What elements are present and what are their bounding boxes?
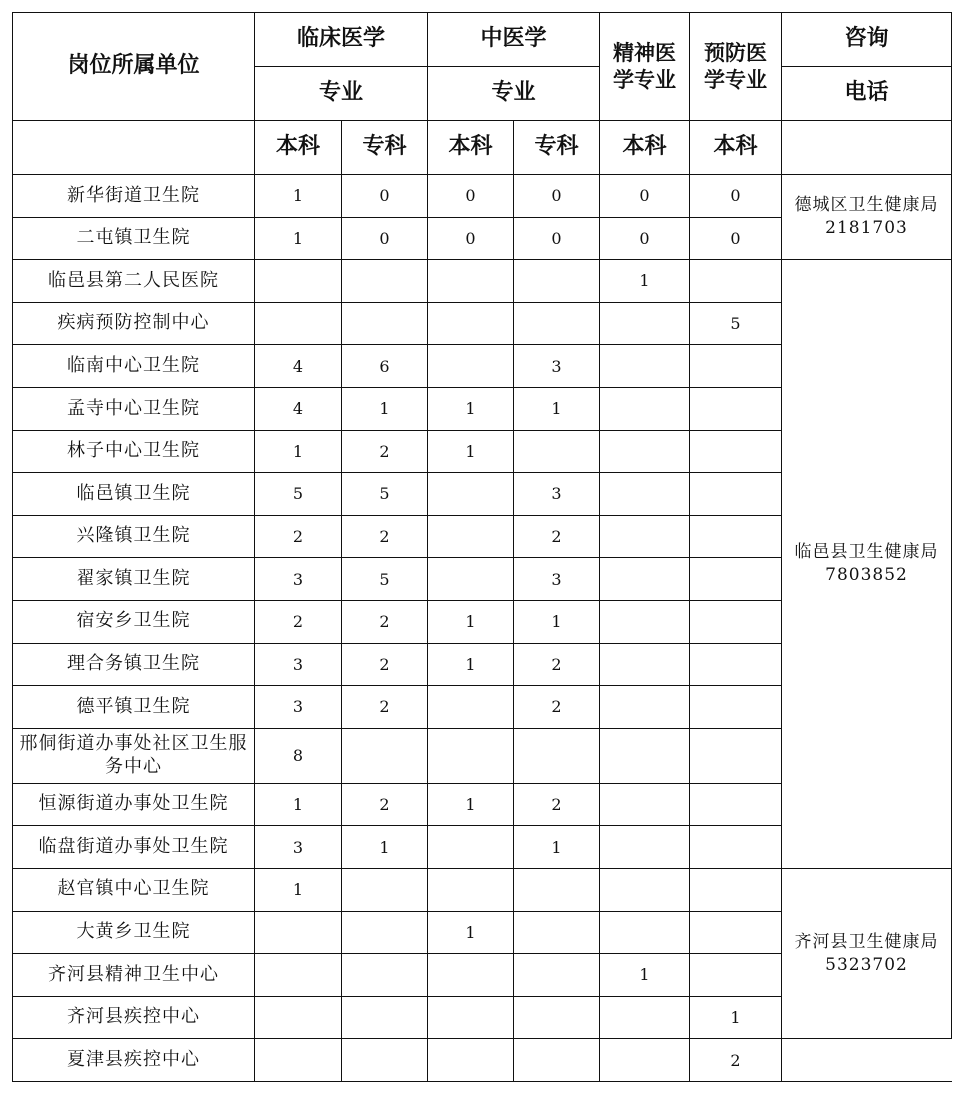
contact-phone: 2181703 [825, 218, 908, 239]
count-cell-c-a [342, 911, 428, 954]
count-cell-c-a [342, 260, 428, 303]
header-clinical-line1: 临床医学 [255, 13, 428, 67]
count-cell-p-b [600, 473, 690, 516]
count-cell-t-b [428, 1039, 514, 1082]
table-row [13, 175, 952, 218]
header-phone-spacer [782, 121, 952, 175]
count-cell-p-b [600, 686, 690, 729]
count-cell-c-b [255, 996, 342, 1039]
count-cell-t-b [428, 728, 514, 783]
count-cell-v-b [690, 345, 782, 388]
count-cell-v-b [690, 686, 782, 729]
contact-bureau: 德城区卫生健康局 [794, 195, 939, 216]
count-cell-c-b: 3 [255, 558, 342, 601]
count-cell-c-b: 5 [255, 473, 342, 516]
count-cell-c-a: 0 [342, 175, 428, 218]
recruitment-table [12, 12, 952, 1082]
count-cell-v-b [690, 558, 782, 601]
count-cell-v-b [690, 868, 782, 911]
count-cell-c-b: 1 [255, 783, 342, 826]
count-cell-c-b [255, 260, 342, 303]
count-cell-v-b: 0 [690, 175, 782, 218]
table-row [13, 260, 952, 303]
unit-name-cell: 宿安乡卫生院 [13, 600, 255, 643]
unit-name-cell: 大黄乡卫生院 [13, 911, 255, 954]
count-cell-c-b: 2 [255, 515, 342, 558]
count-cell-t-a: 3 [514, 473, 600, 516]
unit-name-cell: 兴隆镇卫生院 [13, 515, 255, 558]
count-cell-t-a [514, 1039, 600, 1082]
contact-bureau: 临邑县卫生健康局 [794, 542, 939, 563]
header-prevention [690, 13, 782, 121]
count-cell-p-b [600, 345, 690, 388]
count-cell-t-b: 1 [428, 387, 514, 430]
table-body [13, 175, 952, 1082]
count-cell-t-a [514, 430, 600, 473]
count-cell-p-b [600, 430, 690, 473]
count-cell-c-b: 2 [255, 600, 342, 643]
count-cell-c-a [342, 1039, 428, 1082]
count-cell-c-a: 6 [342, 345, 428, 388]
count-cell-p-b [600, 1039, 690, 1082]
count-cell-c-b: 4 [255, 345, 342, 388]
count-cell-p-b [600, 600, 690, 643]
header-clinical-bachelor: 本科 [255, 121, 342, 175]
count-cell-p-b [600, 728, 690, 783]
count-cell-p-b [600, 515, 690, 558]
count-cell-p-b [600, 868, 690, 911]
unit-name-cell: 临南中心卫生院 [13, 345, 255, 388]
count-cell-v-b [690, 643, 782, 686]
count-cell-c-a: 2 [342, 686, 428, 729]
unit-name-cell: 二屯镇卫生院 [13, 217, 255, 260]
count-cell-c-a: 2 [342, 783, 428, 826]
count-cell-p-b [600, 643, 690, 686]
unit-name-cell: 邢侗街道办事处社区卫生服务中心 [13, 728, 255, 783]
count-cell-c-a: 1 [342, 387, 428, 430]
header-consult: 咨询 [782, 13, 952, 67]
contact-empty-cell [782, 1039, 952, 1082]
count-cell-c-a [342, 868, 428, 911]
unit-name-cell: 齐河县疾控中心 [13, 996, 255, 1039]
count-cell-c-a: 2 [342, 600, 428, 643]
count-cell-v-b [690, 728, 782, 783]
unit-name-cell: 临邑镇卫生院 [13, 473, 255, 516]
count-cell-t-a [514, 996, 600, 1039]
header-tcm-associate: 专科 [514, 121, 600, 175]
count-cell-t-a: 3 [514, 345, 600, 388]
unit-name-cell: 夏津县疾控中心 [13, 1039, 255, 1082]
count-cell-c-b: 8 [255, 728, 342, 783]
header-phone: 电话 [782, 67, 952, 121]
count-cell-p-b: 0 [600, 217, 690, 260]
count-cell-t-a: 2 [514, 643, 600, 686]
count-cell-t-b: 1 [428, 911, 514, 954]
count-cell-t-a [514, 302, 600, 345]
count-cell-t-b: 1 [428, 783, 514, 826]
count-cell-t-b: 0 [428, 217, 514, 260]
count-cell-c-b [255, 911, 342, 954]
count-cell-p-b: 1 [600, 954, 690, 997]
count-cell-v-b: 0 [690, 217, 782, 260]
table-row [13, 1039, 952, 1082]
unit-name-cell: 齐河县精神卫生中心 [13, 954, 255, 997]
contact-cell [782, 175, 952, 260]
count-cell-v-b [690, 954, 782, 997]
count-cell-t-b [428, 686, 514, 729]
count-cell-t-b [428, 996, 514, 1039]
count-cell-v-b [690, 600, 782, 643]
count-cell-t-b [428, 558, 514, 601]
unit-name-cell: 临邑县第二人民医院 [13, 260, 255, 303]
count-cell-t-a [514, 260, 600, 303]
header-prev-line1: 预防医 [704, 41, 767, 66]
header-unit: 岗位所属单位 [13, 13, 255, 121]
count-cell-v-b [690, 387, 782, 430]
contact-phone: 7803852 [825, 565, 908, 586]
header-prev-line2: 学专业 [704, 67, 767, 92]
header-psych-line2: 学专业 [613, 67, 676, 92]
count-cell-t-b [428, 260, 514, 303]
count-cell-c-a: 2 [342, 430, 428, 473]
count-cell-t-b [428, 345, 514, 388]
unit-name-cell: 疾病预防控制中心 [13, 302, 255, 345]
count-cell-c-a [342, 302, 428, 345]
count-cell-p-b [600, 911, 690, 954]
count-cell-c-a: 1 [342, 826, 428, 869]
count-cell-t-b [428, 302, 514, 345]
count-cell-t-b: 0 [428, 175, 514, 218]
count-cell-t-a: 0 [514, 175, 600, 218]
header-tcm-bachelor: 本科 [428, 121, 514, 175]
unit-name-cell: 德平镇卫生院 [13, 686, 255, 729]
count-cell-t-a: 2 [514, 686, 600, 729]
count-cell-v-b: 1 [690, 996, 782, 1039]
header-tcm-line1: 中医学 [428, 13, 600, 67]
count-cell-c-a [342, 954, 428, 997]
header-psych [600, 13, 690, 121]
count-cell-v-b [690, 473, 782, 516]
count-cell-c-b: 1 [255, 175, 342, 218]
count-cell-t-b: 1 [428, 600, 514, 643]
count-cell-c-b: 1 [255, 868, 342, 911]
count-cell-c-b: 1 [255, 217, 342, 260]
count-cell-p-b [600, 302, 690, 345]
count-cell-v-b: 5 [690, 302, 782, 345]
count-cell-t-a: 2 [514, 783, 600, 826]
count-cell-p-b [600, 826, 690, 869]
unit-name-cell: 理合务镇卫生院 [13, 643, 255, 686]
count-cell-v-b [690, 430, 782, 473]
count-cell-p-b [600, 558, 690, 601]
table-row [13, 868, 952, 911]
count-cell-c-b: 3 [255, 686, 342, 729]
count-cell-c-a: 5 [342, 558, 428, 601]
contact-cell [782, 260, 952, 869]
count-cell-c-b: 1 [255, 430, 342, 473]
count-cell-c-a: 2 [342, 515, 428, 558]
count-cell-v-b [690, 911, 782, 954]
count-cell-t-a [514, 911, 600, 954]
count-cell-c-a: 0 [342, 217, 428, 260]
count-cell-t-b [428, 515, 514, 558]
unit-name-cell: 孟寺中心卫生院 [13, 387, 255, 430]
count-cell-t-a: 1 [514, 600, 600, 643]
header-clinical-associate: 专科 [342, 121, 428, 175]
count-cell-c-a [342, 728, 428, 783]
header-unit-spacer [13, 121, 255, 175]
count-cell-t-a [514, 868, 600, 911]
count-cell-c-a: 5 [342, 473, 428, 516]
count-cell-v-b [690, 826, 782, 869]
header-tcm-line2: 专业 [428, 67, 600, 121]
count-cell-t-a: 1 [514, 387, 600, 430]
count-cell-v-b [690, 783, 782, 826]
count-cell-t-b [428, 954, 514, 997]
count-cell-c-b [255, 302, 342, 345]
count-cell-t-a: 0 [514, 217, 600, 260]
count-cell-p-b [600, 783, 690, 826]
count-cell-v-b [690, 260, 782, 303]
count-cell-c-b: 4 [255, 387, 342, 430]
count-cell-t-a [514, 954, 600, 997]
count-cell-v-b: 2 [690, 1039, 782, 1082]
header-clinical-line2: 专业 [255, 67, 428, 121]
count-cell-p-b [600, 996, 690, 1039]
table-header [13, 13, 952, 175]
count-cell-t-b [428, 473, 514, 516]
count-cell-p-b: 1 [600, 260, 690, 303]
unit-name-cell: 赵官镇中心卫生院 [13, 868, 255, 911]
count-cell-p-b: 0 [600, 175, 690, 218]
count-cell-c-b [255, 1039, 342, 1082]
count-cell-t-a: 2 [514, 515, 600, 558]
count-cell-t-a [514, 728, 600, 783]
count-cell-c-b [255, 954, 342, 997]
count-cell-t-a: 3 [514, 558, 600, 601]
unit-name-cell: 林子中心卫生院 [13, 430, 255, 473]
contact-bureau: 齐河县卫生健康局 [794, 931, 939, 952]
header-psych-line1: 精神医 [613, 41, 676, 66]
header-prev-bachelor: 本科 [690, 121, 782, 175]
unit-name-cell: 新华街道卫生院 [13, 175, 255, 218]
contact-cell [782, 868, 952, 1038]
count-cell-t-b: 1 [428, 430, 514, 473]
count-cell-c-b: 3 [255, 643, 342, 686]
unit-name-cell: 恒源街道办事处卫生院 [13, 783, 255, 826]
count-cell-t-b [428, 826, 514, 869]
count-cell-t-b: 1 [428, 643, 514, 686]
count-cell-c-a: 2 [342, 643, 428, 686]
count-cell-t-b [428, 868, 514, 911]
count-cell-p-b [600, 387, 690, 430]
count-cell-t-a: 1 [514, 826, 600, 869]
header-psych-bachelor: 本科 [600, 121, 690, 175]
count-cell-c-b: 3 [255, 826, 342, 869]
contact-phone: 5323702 [825, 954, 908, 975]
count-cell-c-a [342, 996, 428, 1039]
unit-name-cell: 翟家镇卫生院 [13, 558, 255, 601]
unit-name-cell: 临盘街道办事处卫生院 [13, 826, 255, 869]
count-cell-v-b [690, 515, 782, 558]
